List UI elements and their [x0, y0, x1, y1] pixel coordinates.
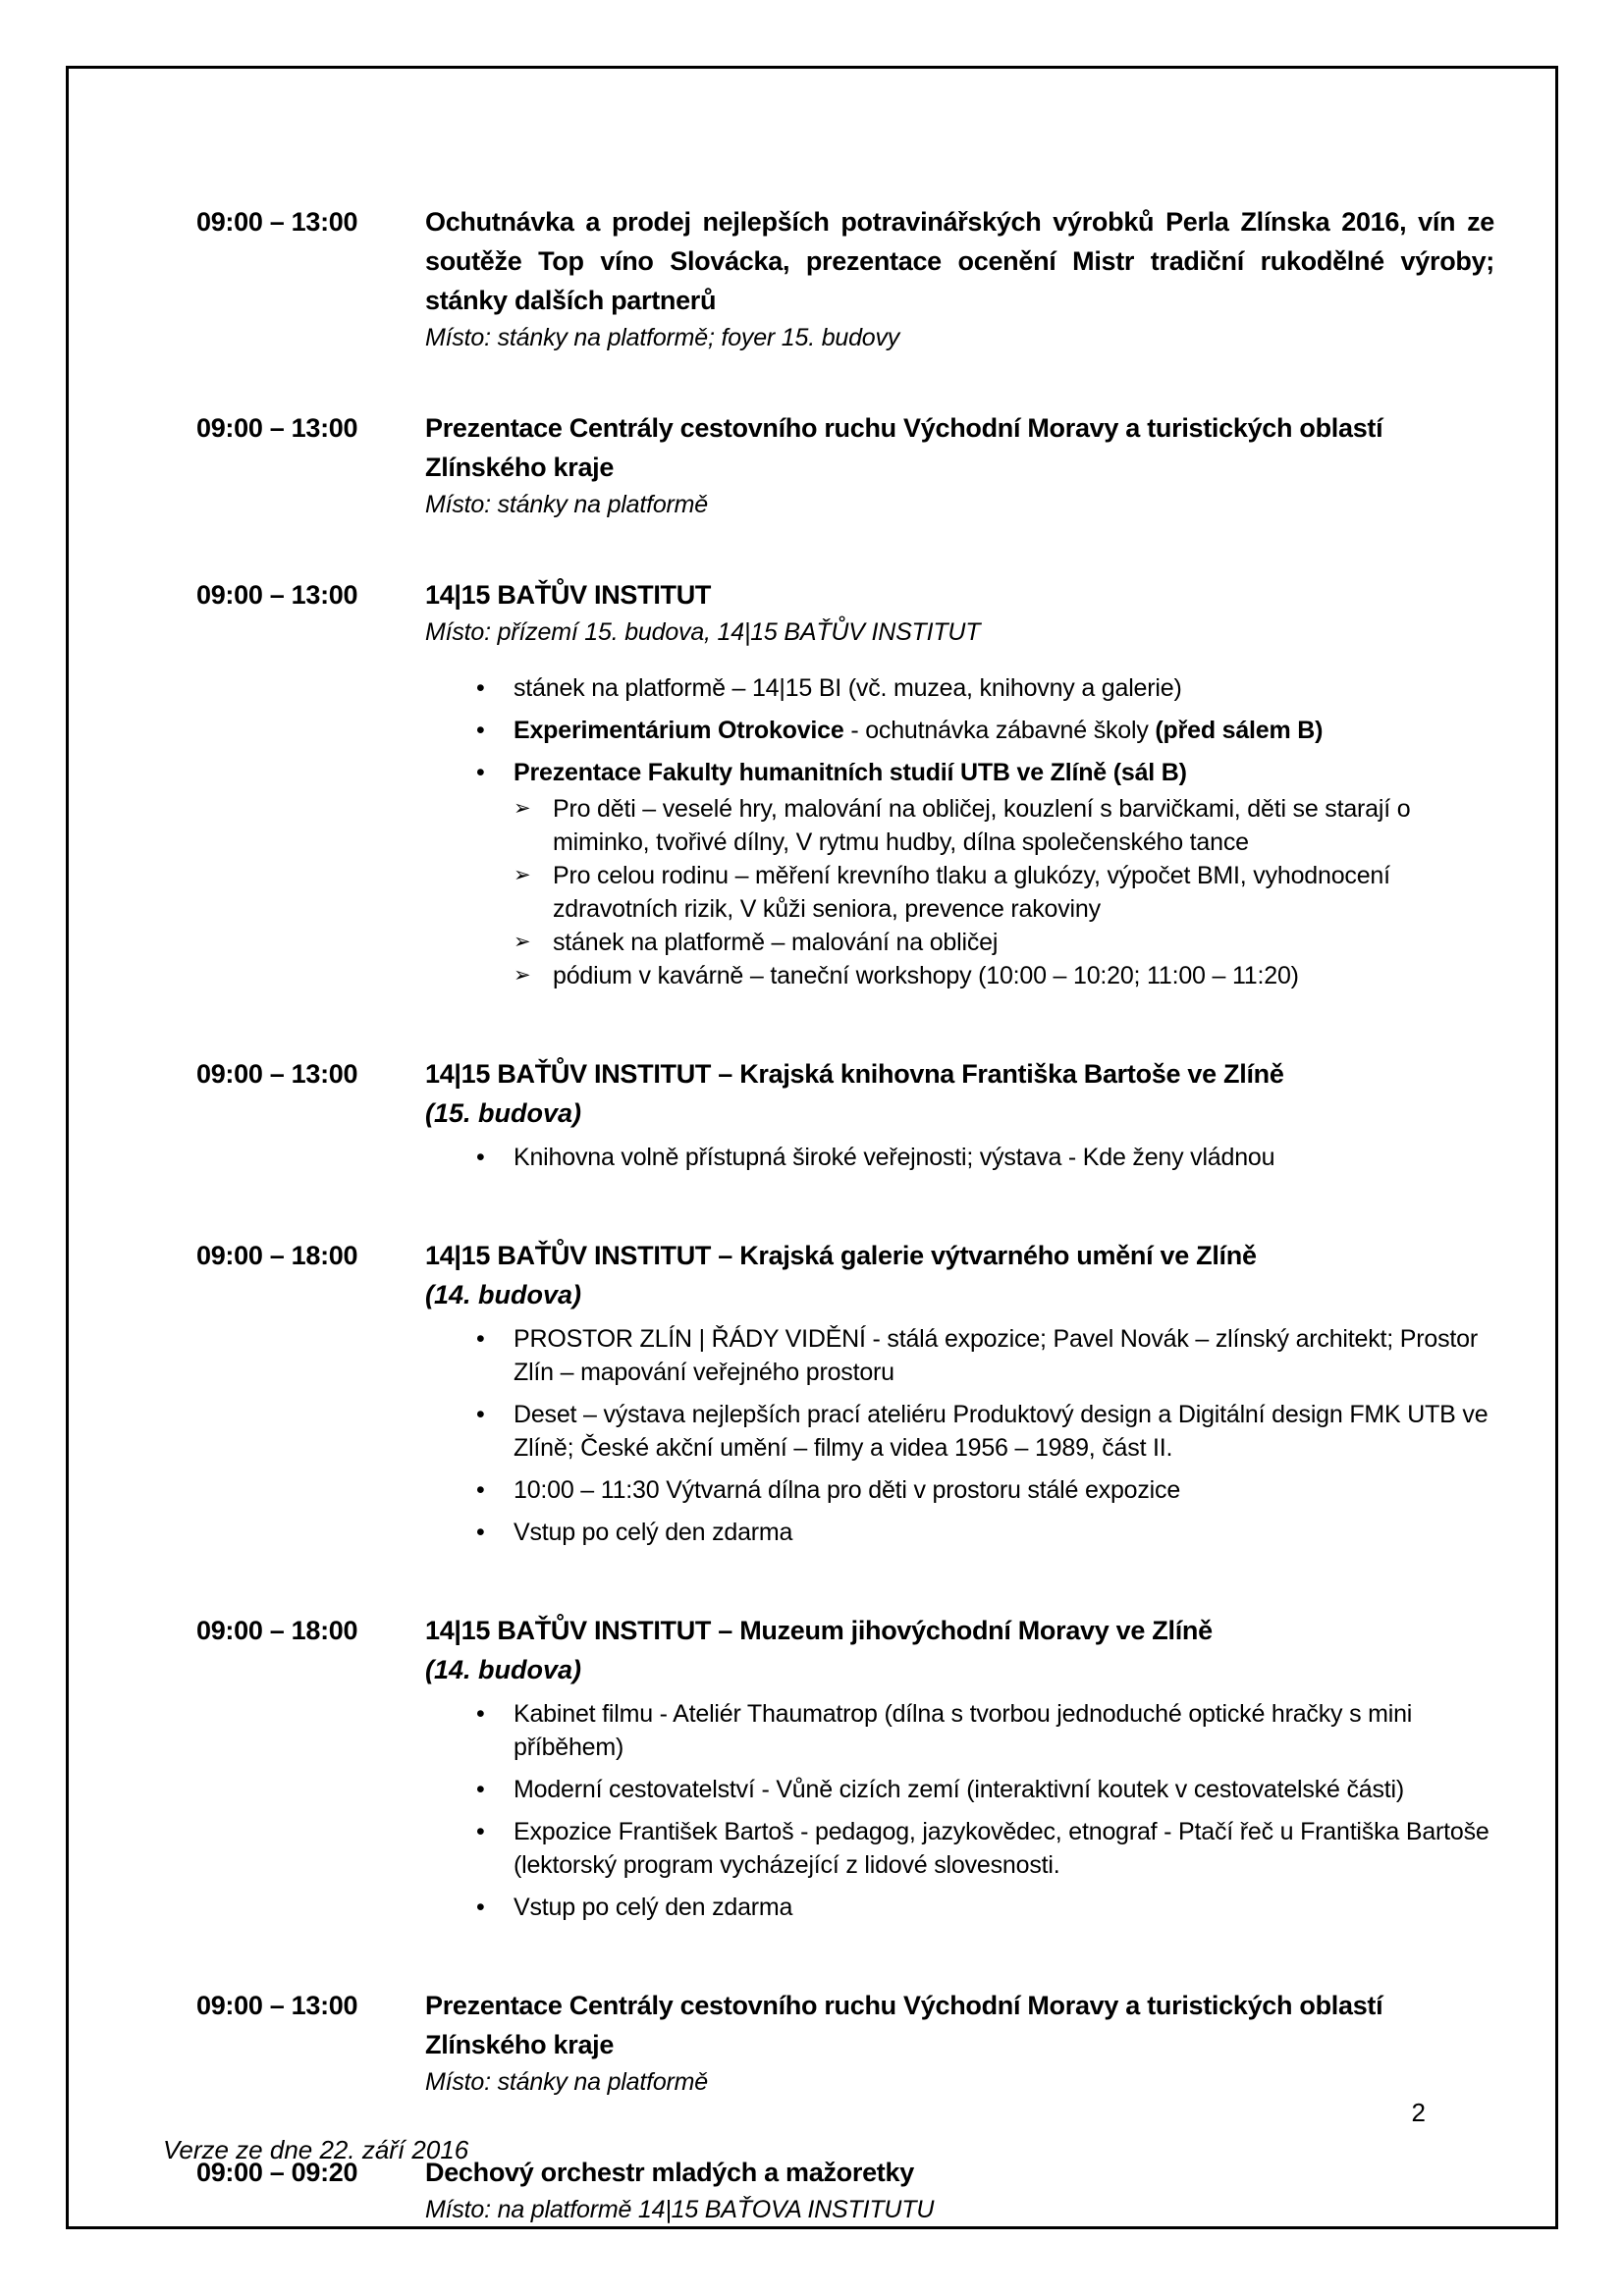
schedule-entry	[196, 1054, 1494, 1183]
bullet-item	[476, 1773, 1494, 1806]
sub-bullet-item	[514, 926, 1494, 959]
sub-bullet-text: Pro děti – veselé hry, malování na obličej, kouzlení s barvičkami, děti se starají o miminko, tvořivé dílny, V rytmu hudby, dílna společenského tance	[553, 795, 1411, 856]
bullet-icon: •	[476, 1894, 485, 1921]
entry-place: Místo: stánky na platformě; foyer 15. budovy	[425, 324, 900, 351]
schedule-entry	[196, 408, 1494, 522]
entry-time: 09:00 – 13:00	[196, 1991, 358, 2020]
bullet-icon: •	[476, 759, 485, 786]
bullet-icon: •	[476, 1519, 485, 1546]
bullet-icon: •	[476, 1476, 485, 1504]
bullet-icon: •	[476, 1144, 485, 1171]
bullet-text: Kabinet filmu - Ateliér Thaumatrop (dílna s tvorbou jednoduché optické hračky s mini příběhem)	[514, 1700, 1413, 1761]
bullet-item	[476, 1697, 1494, 1764]
entry-body	[425, 575, 1494, 1001]
schedule-entry	[196, 575, 1494, 1001]
entry-title: Dechový orchestr mladých a mažoretky	[425, 2158, 914, 2187]
entry-body	[425, 202, 1494, 355]
bullet-text: Vstup po celý den zdarma	[514, 1519, 793, 1546]
entry-title: Ochutnávka a prodej nejlepších potravinářských výrobků Perla Zlínska 2016, vín ze soutěže Top víno Slovácka, prezentace ocenění Mistr tradiční rukodělné výroby; stánky dalších partnerů	[425, 207, 1494, 315]
sub-bullet-text: stánek na platformě – malování na obličej	[553, 929, 999, 956]
bullet-item	[476, 1473, 1494, 1507]
entry-title: 14|15 BAŤŮV INSTITUT	[425, 580, 712, 610]
entry-time: 09:00 – 13:00	[196, 580, 358, 610]
sub-bullet-text: pódium v kavárně – taneční workshopy (10:00 – 10:20; 11:00 – 11:20)	[553, 962, 1299, 989]
entry-place: Místo: stánky na platformě	[425, 491, 708, 518]
bullet-item	[476, 714, 1494, 747]
entry-building: (14. budova)	[425, 1280, 582, 1309]
arrow-bullet-icon: ➢	[514, 931, 531, 953]
entry-title: Prezentace Centrály cestovního ruchu Východní Moravy a turistických oblastí Zlínského kraje	[425, 1991, 1383, 2059]
bullet-text: Expozice František Bartoš - pedagog, jazykovědec, etnograf - Ptačí řeč u Františka Bartoše (lektorský program vycházející z lidové slovesnosti.	[514, 1818, 1489, 1879]
schedule-entries	[69, 69, 1555, 2227]
sub-bullet-item	[514, 792, 1494, 859]
schedule-entry	[196, 1611, 1494, 1933]
entry-body	[425, 1236, 1494, 1558]
entry-time: 09:00 – 09:20	[196, 2158, 358, 2187]
entry-body	[425, 1054, 1494, 1183]
arrow-bullet-icon: ➢	[514, 797, 531, 820]
entry-time: 09:00 – 18:00	[196, 1241, 358, 1270]
bullet-text: Experimentárium Otrokovice - ochutnávka zábavné školy (před sálem B)	[514, 717, 1324, 744]
bullet-text: Deset – výstava nejlepších prací ateliéru Produktový design a Digitální design FMK UTB ve Zlíně; České akční umění – filmy a videa 1956 – 1989, část II.	[514, 1401, 1489, 1462]
bullet-icon: •	[476, 1325, 485, 1353]
schedule-entry	[196, 1986, 1494, 2100]
bullet-item	[476, 1141, 1494, 1174]
schedule-entry	[196, 202, 1494, 355]
entry-bullets	[425, 1697, 1494, 1924]
entry-time: 09:00 – 18:00	[196, 1616, 358, 1645]
bullet-icon: •	[476, 1776, 485, 1803]
bullet-text: stánek na platformě – 14|15 BI (vč. muzea, knihovny a galerie)	[514, 674, 1182, 702]
entry-building: (14. budova)	[425, 1655, 582, 1684]
bullet-item	[476, 671, 1494, 705]
entry-place: Místo: na platformě 14|15 BAŤOVA INSTITUTU	[425, 2196, 935, 2223]
entry-title: 14|15 BAŤŮV INSTITUT – Krajská galerie výtvarného umění ve Zlíně	[425, 1241, 1257, 1270]
sub-bullet-list	[514, 792, 1494, 992]
entry-bullets	[425, 1141, 1494, 1174]
sub-bullet-item	[514, 959, 1494, 992]
entry-title: 14|15 BAŤŮV INSTITUT – Muzeum jihovýchodní Moravy ve Zlíně	[425, 1616, 1213, 1645]
bullet-icon: •	[476, 1401, 485, 1428]
version-note: Verze ze dne 22. září 2016	[163, 2135, 469, 2164]
bullet-item	[476, 1815, 1494, 1882]
bullet-item	[476, 1891, 1494, 1924]
bullet-text: 10:00 – 11:30 Výtvarná dílna pro děti v prostoru stálé expozice	[514, 1476, 1181, 1504]
page-number: 2	[1411, 2098, 1426, 2127]
arrow-bullet-icon: ➢	[514, 864, 531, 886]
bullet-text: Vstup po celý den zdarma	[514, 1894, 793, 1921]
page-border-frame	[66, 66, 1558, 2229]
entry-time: 09:00 – 13:00	[196, 413, 358, 443]
entry-title: 14|15 BAŤŮV INSTITUT – Krajská knihovna Františka Bartoše ve Zlíně	[425, 1059, 1284, 1089]
entry-bullets	[425, 671, 1494, 992]
bullet-text: Knihovna volně přístupná široké veřejnosti; výstava - Kde ženy vládnou	[514, 1144, 1275, 1171]
entry-bullets	[425, 1322, 1494, 1549]
bullet-item	[476, 756, 1494, 992]
bullet-item	[476, 1398, 1494, 1465]
schedule-entry	[196, 1236, 1494, 1558]
sub-bullet-text: Pro celou rodinu – měření krevního tlaku a glukózy, výpočet BMI, vyhodnocení zdravotních rizik, V kůži seniora, prevence rakoviny	[553, 862, 1390, 923]
arrow-bullet-icon: ➢	[514, 964, 531, 987]
entry-body	[425, 408, 1494, 522]
entry-body	[425, 2153, 1494, 2227]
entry-place: Místo: přízemí 15. budova, 14|15 BAŤŮV INSTITUT	[425, 618, 981, 646]
sub-bullet-item	[514, 859, 1494, 926]
entry-place: Místo: stánky na platformě	[425, 2068, 708, 2096]
entry-body	[425, 1986, 1494, 2100]
bullet-text: PROSTOR ZLÍN | ŘÁDY VIDĚNÍ - stálá expozice; Pavel Novák – zlínský architekt; Prostor Zlín – mapování veřejného prostoru	[514, 1325, 1478, 1386]
bullet-item	[476, 1516, 1494, 1549]
entry-building: (15. budova)	[425, 1098, 582, 1128]
bullet-item	[476, 1322, 1494, 1389]
entry-title: Prezentace Centrály cestovního ruchu Východní Moravy a turistických oblastí Zlínského kraje	[425, 413, 1383, 482]
entry-time: 09:00 – 13:00	[196, 207, 358, 237]
entry-body	[425, 1611, 1494, 1933]
entry-time: 09:00 – 13:00	[196, 1059, 358, 1089]
bullet-text: Moderní cestovatelství - Vůně cizích zemí (interaktivní koutek v cestovatelské části)	[514, 1776, 1404, 1803]
bullet-icon: •	[476, 1700, 485, 1728]
bullet-icon: •	[476, 674, 485, 702]
bullet-icon: •	[476, 1818, 485, 1845]
bullet-text: Prezentace Fakulty humanitních studií UTB ve Zlíně (sál B)	[514, 759, 1187, 786]
bullet-icon: •	[476, 717, 485, 744]
